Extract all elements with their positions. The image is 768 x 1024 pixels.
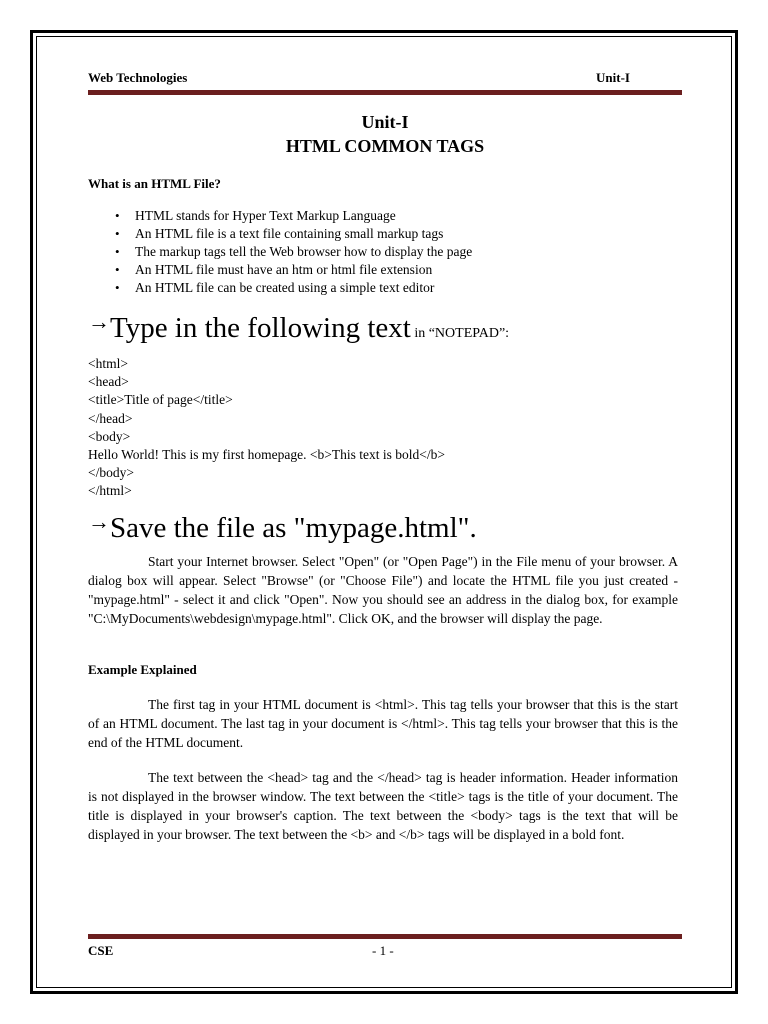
step-main-text: Save the file as "mypage.html".	[110, 512, 477, 544]
code-line: </body>	[88, 465, 134, 481]
list-item: • The markup tags tell the Web browser how to display the page	[88, 243, 472, 261]
step-suffix-text: in “NOTEPAD”:	[410, 326, 510, 341]
header-right: Unit-I	[596, 70, 630, 85]
list-item: • An HTML file is a text file containing small markup tags	[88, 225, 472, 243]
section-heading-html-file: What is an HTML File?	[88, 176, 221, 191]
arrow-right-icon: →	[88, 309, 110, 334]
step-main-text: Type in the following text	[110, 312, 411, 344]
step-save-file-heading	[88, 509, 477, 545]
header-rule	[88, 90, 682, 95]
code-line: </head>	[88, 410, 133, 426]
code-line: </html>	[88, 483, 132, 499]
page-title: HTML COMMON TAGS	[285, 136, 485, 156]
unit-title: Unit-I	[361, 112, 409, 132]
page-number: - 1 -	[372, 943, 394, 958]
code-sample	[88, 355, 445, 501]
bullet-list	[88, 207, 472, 297]
footer-rule	[88, 934, 682, 939]
footer-left: CSE	[88, 943, 114, 958]
code-line: <body>	[88, 428, 131, 444]
arrow-right-icon: →	[88, 509, 110, 534]
code-line: <html>	[88, 356, 128, 371]
code-line: <title>Title of page</title>	[88, 392, 233, 408]
step-type-text-heading	[88, 309, 510, 345]
paragraph-open-browser: Start your Internet browser. Select "Open" (or "Open Page") in the File menu of your browser. A dialog box will appear. Select "Browse" (or "Choose File") and locate the HTML file you just created - "mypage.html" - select it and click "Open". Now you should see an address in the dialog box, for example "C:\MyDocuments\webdesign\mypage.html". Click OK, and the browser will display the page.	[88, 554, 678, 626]
list-item: • An HTML file must have an htm or html file extension	[88, 261, 472, 279]
paragraph-first-tag: The first tag in your HTML document is <html>. This tag tells your browser that this is the start of an HTML document. The last tag in your document is </html>. This tag tells your browser that this is the end of the HTML document.	[88, 697, 678, 750]
code-line: <head>	[88, 374, 129, 390]
section-heading-example-explained: Example Explained	[88, 662, 197, 677]
header-left: Web Technologies	[88, 70, 188, 85]
list-item: • An HTML file can be created using a simple text editor	[88, 279, 472, 297]
paragraph-head-tag: The text between the <head> tag and the </head> tag is header information. Header information is not displayed in the browser window. The text between the <title> tags is the title of your document. The title is displayed in your browser's caption. The text between the <body> tags is the text that will be displayed in your browser. The text between the <b> and </b> tags will be displayed in a bold font.	[88, 770, 678, 842]
list-item: • HTML stands for Hyper Text Markup Language	[88, 207, 472, 225]
code-line: Hello World! This is my first homepage. <b>This text is bold</b>	[88, 447, 445, 463]
